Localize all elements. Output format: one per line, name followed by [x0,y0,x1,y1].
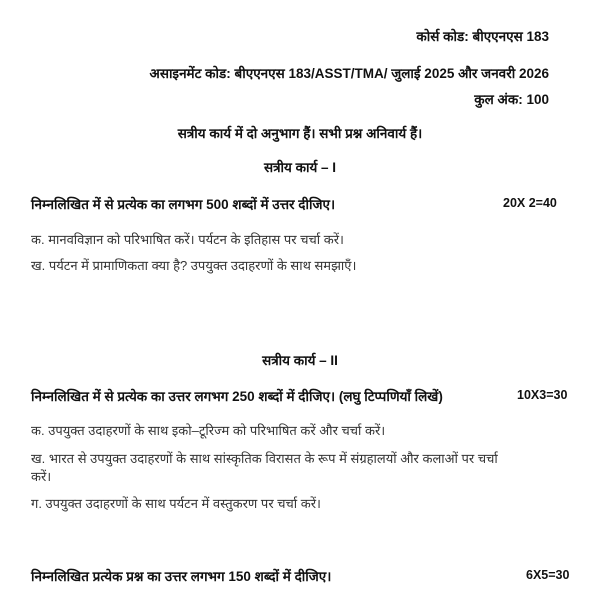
section-2-title: सत्रीय कार्य – II [262,353,338,368]
section-2-question-ka: क. उपयुक्त उदाहरणों के साथ इको–टूरिज्म को परिभाषित करें और चर्चा करें। [31,423,386,438]
section-2-instruction: निम्नलिखित में से प्रत्येक का उत्तर लगभग 250 शब्दों में दीजिए। (लघु टिप्पणियाँ लिखें) [31,389,443,404]
section-1-question-kha: ख. पर्यटन में प्रामाणिकता क्या है? उपयुक्त उदाहरणों के साथ समझाएँ। [31,258,357,273]
section-2-question-ga: ग. उपयुक्त उदाहरणों के साथ पर्यटन में वस्तुकरण पर चर्चा करें। [31,496,321,511]
section-2-question-kha: ख. भारत से उपयुक्त उदाहरणों के साथ सांस्कृतिक विरासत के रूप में संग्रहालयों और कलाओं पर चर्चा [31,451,498,466]
section-3-marks: 6X5=30 [526,568,570,582]
assignment-code: असाइनमेंट कोड: बीएएनएस 183/ASST/TMA/ जुलाई 2025 और जनवरी 2026 [149,66,549,81]
section-2-marks: 10X3=30 [517,388,568,402]
section-1-instruction: निम्नलिखित में से प्रत्येक का लगभग 500 शब्दों में उत्तर दीजिए। [31,197,336,212]
total-marks: कुल अंक: 100 [474,92,549,107]
section-1-title: सत्रीय कार्य – I [263,160,337,175]
intro-text: सत्रीय कार्य में दो अनुभाग हैं। सभी प्रश्न अनिवार्य हैं। [177,126,423,141]
section-3-instruction: निम्नलिखित प्रत्येक प्रश्न का उत्तर लगभग 150 शब्दों में दीजिए। [31,569,332,584]
section-1-marks: 20X 2=40 [503,196,557,210]
section-2-question-kha-cont: करें। [31,469,52,484]
course-code: कोर्स कोड: बीएएनएस 183 [416,29,549,44]
section-1-question-ka: क. मानवविज्ञान को परिभाषित करें। पर्यटन के इतिहास पर चर्चा करें। [31,232,344,247]
